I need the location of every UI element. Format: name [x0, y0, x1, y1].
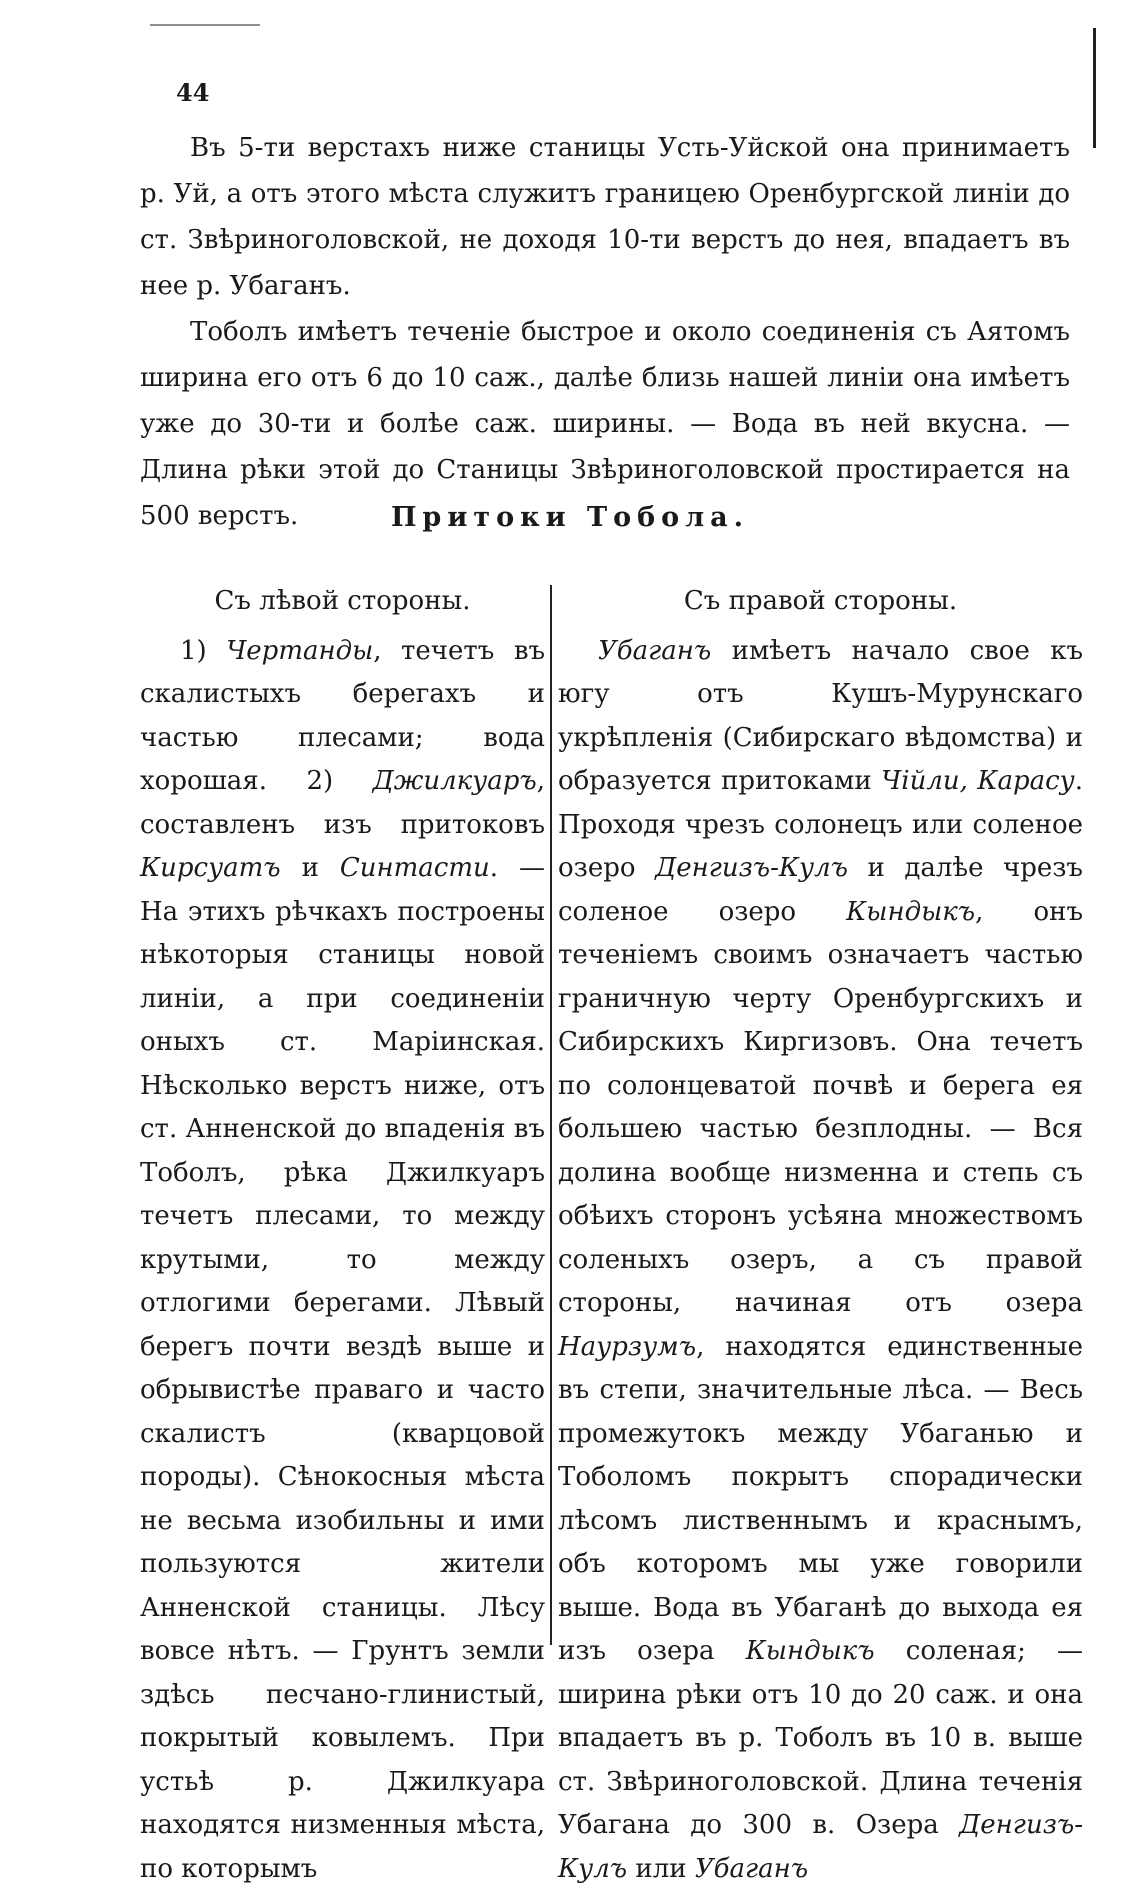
text-run: , течетъ въ скалистыхъ берегахъ и частью плесами; вода хорошая. 2): [140, 636, 545, 797]
intro-text: [140, 125, 1070, 539]
right-column-heading: Съ правой стороны.: [558, 580, 1083, 624]
text-run: . Проходя чрезъ солонецъ или соленое озеро: [558, 766, 1083, 883]
italic-name: Чертанды: [226, 636, 373, 666]
text-run: 1): [180, 636, 226, 666]
section-heading: Притоки Тобола.: [0, 502, 1140, 533]
italic-name: Убаганъ: [598, 636, 711, 666]
italic-name: Денгизъ-Кулъ: [655, 853, 848, 883]
right-column-body: [558, 630, 1083, 1891]
italic-name: Синтасти: [340, 853, 490, 883]
italic-name: Чійли, Карасу: [881, 766, 1075, 796]
intro-paragraph-1: Въ 5-ти верстахъ ниже станицы Усть-Уйской она принимаетъ р. Уй, а отъ этого мѣста служитъ границею Оренбургской линіи до ст. Звѣриноголовской, не доходя 10-ти верстъ до нея, впадаетъ въ нее р. Убаганъ.: [140, 125, 1070, 309]
italic-name: Кирсуатъ: [140, 853, 281, 883]
intro-paragraph-2: Тоболъ имѣетъ теченіе быстрое и около соединенія съ Аятомъ ширина его отъ 6 до 10 саж., далѣе близь нашей линіи она имѣетъ уже до 30-ти и болѣе саж. ширины. — Вода въ ней вкусна. — Длина рѣки этой до Станицы Звѣриноголовской простирается на 500 верстъ.: [140, 309, 1070, 539]
text-run: и далѣе чрезъ соленое озеро: [558, 853, 1083, 927]
text-run: и: [281, 853, 340, 883]
text-run: соленая; — ширина рѣки отъ 10 до 20 саж. и она впадаетъ въ р. Тоболъ въ 10 в. выше ст. Звѣриноголовской. Длина теченія Убагана до 300 в. Озера: [558, 1636, 1083, 1840]
top-ink-mark: [150, 18, 260, 26]
italic-name: Кындыкъ: [846, 897, 975, 927]
text-run: или: [627, 1854, 695, 1884]
italic-name: Убаганъ: [695, 1854, 808, 1884]
text-run: , онъ теченіемъ своимъ означаетъ частью граничную черту Оренбургскихъ и Сибирскихъ Киргизовъ. Она течетъ по солонцеватой почвѣ и берега ея большею частью безплодны. — Вся долина вообще низменна и степь съ обѣихъ сторонъ усѣяна множествомъ соленыхъ озеръ, а съ правой стороны, начиная отъ озера: [558, 897, 1083, 1319]
text-run: . — На этихъ рѣчкахъ построены нѣкоторыя станицы новой линіи, а при соединеніи оныхъ ст. Маріинская. Нѣсколько верстъ ниже, отъ ст. Анненской до впаденія въ Тоболъ, рѣка Джилкуаръ течетъ плесами, то между крутыми, то между отлогими берегами. Лѣвый берегъ почти вездѣ выше и обрывистѣе праваго и часто скалистъ (кварцовой породы). Сѣнокосныя мѣста не весьма изобильны и ими пользуются жители Анненской станицы. Лѣсу вовсе нѣтъ. — Грунтъ земли здѣсь песчано-глинистый, покрытый ковылемъ. При устьѣ р. Джилкуара находятся низменныя мѣста, по которымъ: [140, 853, 545, 1884]
right-column: [558, 580, 1083, 1891]
right-edge-rule: [1093, 28, 1096, 148]
italic-name: Денгизъ-Кулъ: [558, 1810, 1083, 1884]
italic-name: Кындыкъ: [746, 1636, 875, 1666]
text-run: , составленъ изъ притоковъ: [140, 766, 545, 840]
page-number: 44: [176, 78, 209, 107]
text-run: , находятся единственные въ степи, значительные лѣса. — Весь промежутокъ между Убаганью и Тоболомъ покрытъ спорадически лѣсомъ лиственнымъ и краснымъ, объ которомъ мы уже говорили выше. Вода въ Убаганѣ до выхода ея изъ озера: [558, 1332, 1083, 1667]
left-column-heading: Съ лѣвой стороны.: [140, 580, 545, 624]
italic-name: Джилкуаръ: [373, 766, 537, 796]
column-divider: [550, 585, 552, 1645]
left-column-body: [140, 630, 545, 1891]
left-column: [140, 580, 545, 1891]
italic-name: Наурзумъ: [558, 1332, 696, 1362]
text-run: имѣетъ начало свое къ югу отъ Кушъ-Мурунскаго укрѣпленія (Сибирскаго вѣдомства) и образуется притоками: [558, 636, 1083, 797]
